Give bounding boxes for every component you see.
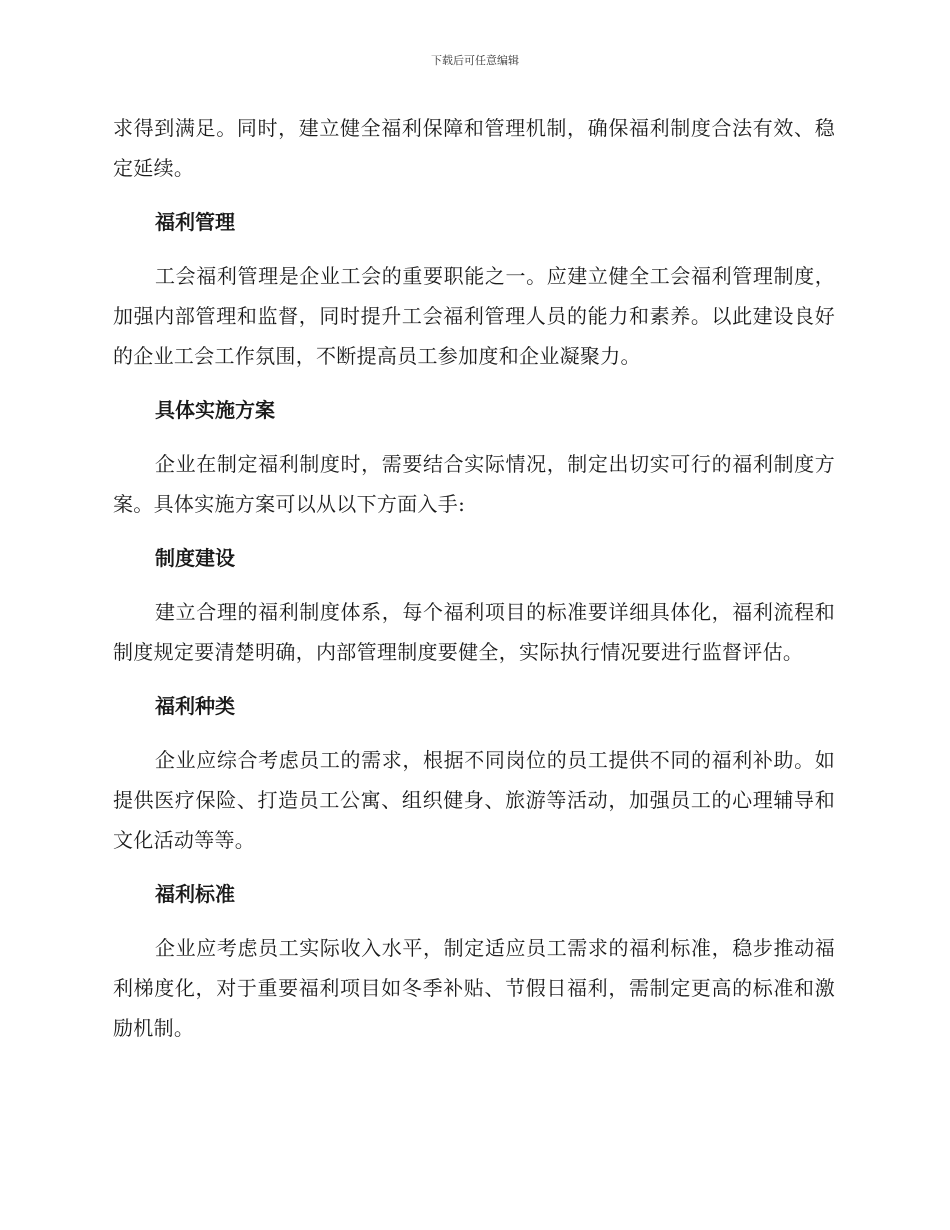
paragraph-welfare-types: 企业应综合考虑员工的需求，根据不同岗位的员工提供不同的福利补助。如提供医疗保险、打造员工公寓、组织健身、旅游等活动，加强员工的心理辅导和文化活动等等。: [113, 748, 835, 852]
paragraph-intro-continued: 求得到满足。同时，建立健全福利保障和管理机制，确保福利制度合法有效、稳定延续。: [113, 116, 835, 180]
paragraph-implementation-plan: 企业在制定福利制度时，需要结合实际情况，制定出切实可行的福利制度方案。具体实施方案可以从以下方面入手:: [113, 452, 835, 516]
paragraph-welfare-management: 工会福利管理是企业工会的重要职能之一。应建立健全工会福利管理制度，加强内部管理和监督，同时提升工会福利管理人员的能力和素养。以此建设良好的企业工会工作氛围，不断提高员工参加度和企业凝聚力。: [113, 264, 835, 368]
section-heading-system-building: 制度建设: [155, 546, 235, 570]
section-heading-implementation-plan: 具体实施方案: [155, 398, 275, 422]
paragraph-welfare-standards: 企业应考虑员工实际收入水平，制定适应员工需求的福利标准，稳步推动福利梯度化，对于重要福利项目如冬季补贴、节假日福利，需制定更高的标准和激励机制。: [113, 936, 835, 1040]
section-heading-welfare-management: 福利管理: [155, 210, 235, 234]
document-body: [113, 108, 835, 1062]
paragraph-system-building: 建立合理的福利制度体系，每个福利项目的标准要详细具体化，福利流程和制度规定要清楚明确，内部管理制度要健全，实际执行情况要进行监督评估。: [113, 600, 835, 664]
section-heading-welfare-types: 福利种类: [155, 694, 235, 718]
section-heading-welfare-standards: 福利标准: [155, 882, 235, 906]
page-header: 下载后可任意编辑: [431, 54, 519, 67]
